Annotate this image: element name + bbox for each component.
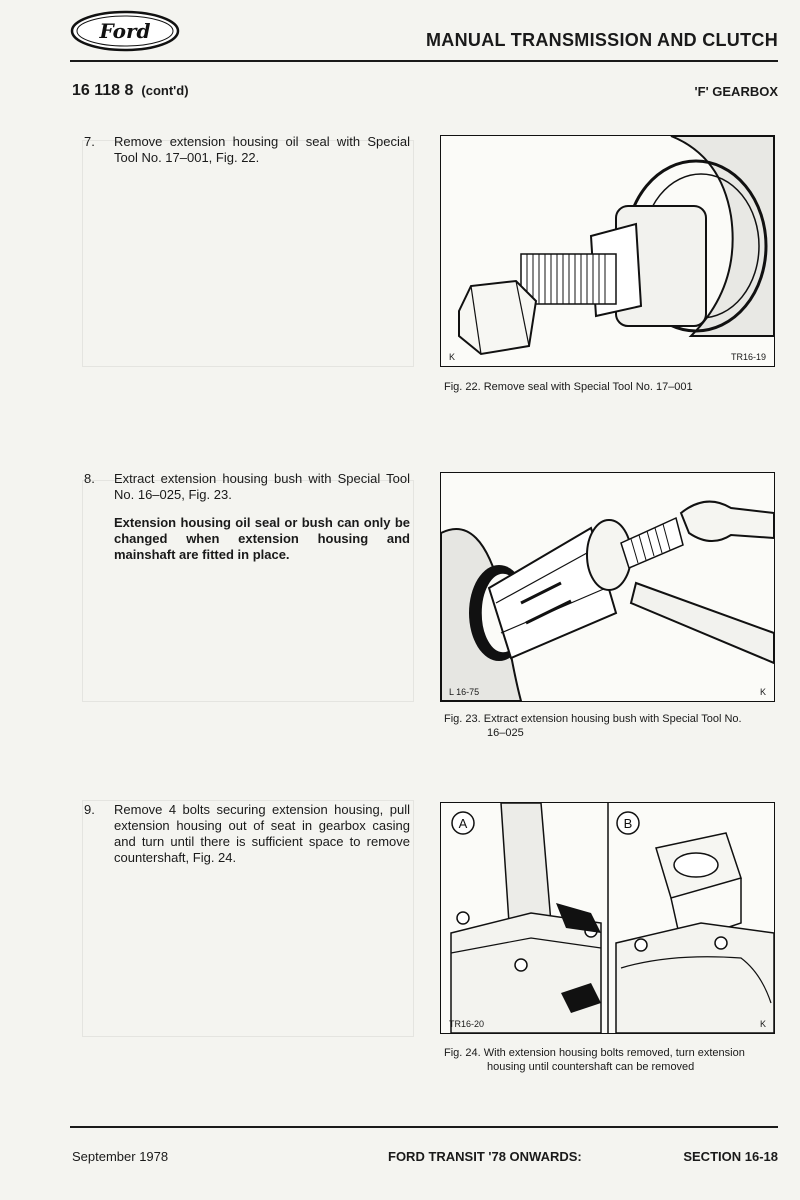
figure-22: [440, 135, 775, 367]
ford-logo: [70, 10, 180, 52]
section-number: [72, 82, 189, 100]
figure-23-caption: [444, 712, 779, 740]
step-number: 8.: [84, 471, 95, 486]
figure-code-right: TR16-19: [730, 352, 766, 362]
step-7: [84, 134, 410, 166]
contd-label: (cont'd): [141, 83, 189, 98]
figure-code-right: K: [759, 1019, 766, 1029]
caption-line-1: Fig. 23. Extract extension housing bush with Special Tool No.: [444, 713, 742, 725]
page-title: MANUAL TRANSMISSION AND CLUTCH: [426, 30, 778, 50]
section-number-value: 16 118 8: [72, 82, 134, 99]
footer-publication: FORD TRANSIT '78 ONWARDS:: [388, 1149, 582, 1164]
figure-23-illustration: [441, 473, 774, 701]
caption-line-2: housing until countershaft can be removed: [487, 1061, 695, 1073]
step-text: Remove extension housing oil seal with Special Tool No. 17–001, Fig. 22.: [114, 134, 410, 165]
figure-24-illustration: [441, 803, 774, 1033]
panel-label-b: B: [623, 816, 633, 831]
header-rule: [70, 60, 778, 62]
step-9: [84, 802, 410, 866]
figure-24: [440, 802, 775, 1034]
gearbox-label: 'F' GEARBOX: [694, 84, 778, 99]
figure-code-left: TR16-20: [449, 1019, 485, 1029]
figure-22-illustration: [441, 136, 774, 366]
figure-23: [440, 472, 775, 702]
figure-code-right: K: [759, 687, 766, 697]
show-through-box-1: [82, 140, 414, 367]
step-text: Extract extension housing bush with Special Tool No. 16–025, Fig. 23.: [114, 471, 410, 502]
step-8: [84, 471, 410, 563]
panel-label-a: A: [458, 816, 468, 831]
logo-text: Ford: [99, 19, 151, 43]
step-note: Extension housing oil seal or bush can only be changed when extension housing and mainshaft are fitted in place.: [114, 515, 410, 562]
step-text: Remove 4 bolts securing extension housing, pull extension housing out of seat in gearbox casing and turn until there is sufficient space to remove countershaft, Fig. 24.: [114, 802, 410, 865]
step-number: 9.: [84, 802, 95, 817]
footer-rule: [70, 1126, 778, 1128]
figure-24-caption: [444, 1046, 779, 1074]
figure-code-left: L 16-75: [449, 687, 480, 697]
caption-line-2: 16–025: [487, 727, 524, 739]
step-number: 7.: [84, 134, 95, 149]
figure-22-caption: Fig. 22. Remove seal with Special Tool No. 17–001: [444, 381, 693, 393]
figure-code-left: K: [449, 352, 456, 362]
footer-date: September 1978: [72, 1149, 169, 1164]
caption-line-1: Fig. 24. With extension housing bolts removed, turn extension: [444, 1047, 745, 1059]
footer-section: SECTION 16-18: [683, 1149, 778, 1164]
